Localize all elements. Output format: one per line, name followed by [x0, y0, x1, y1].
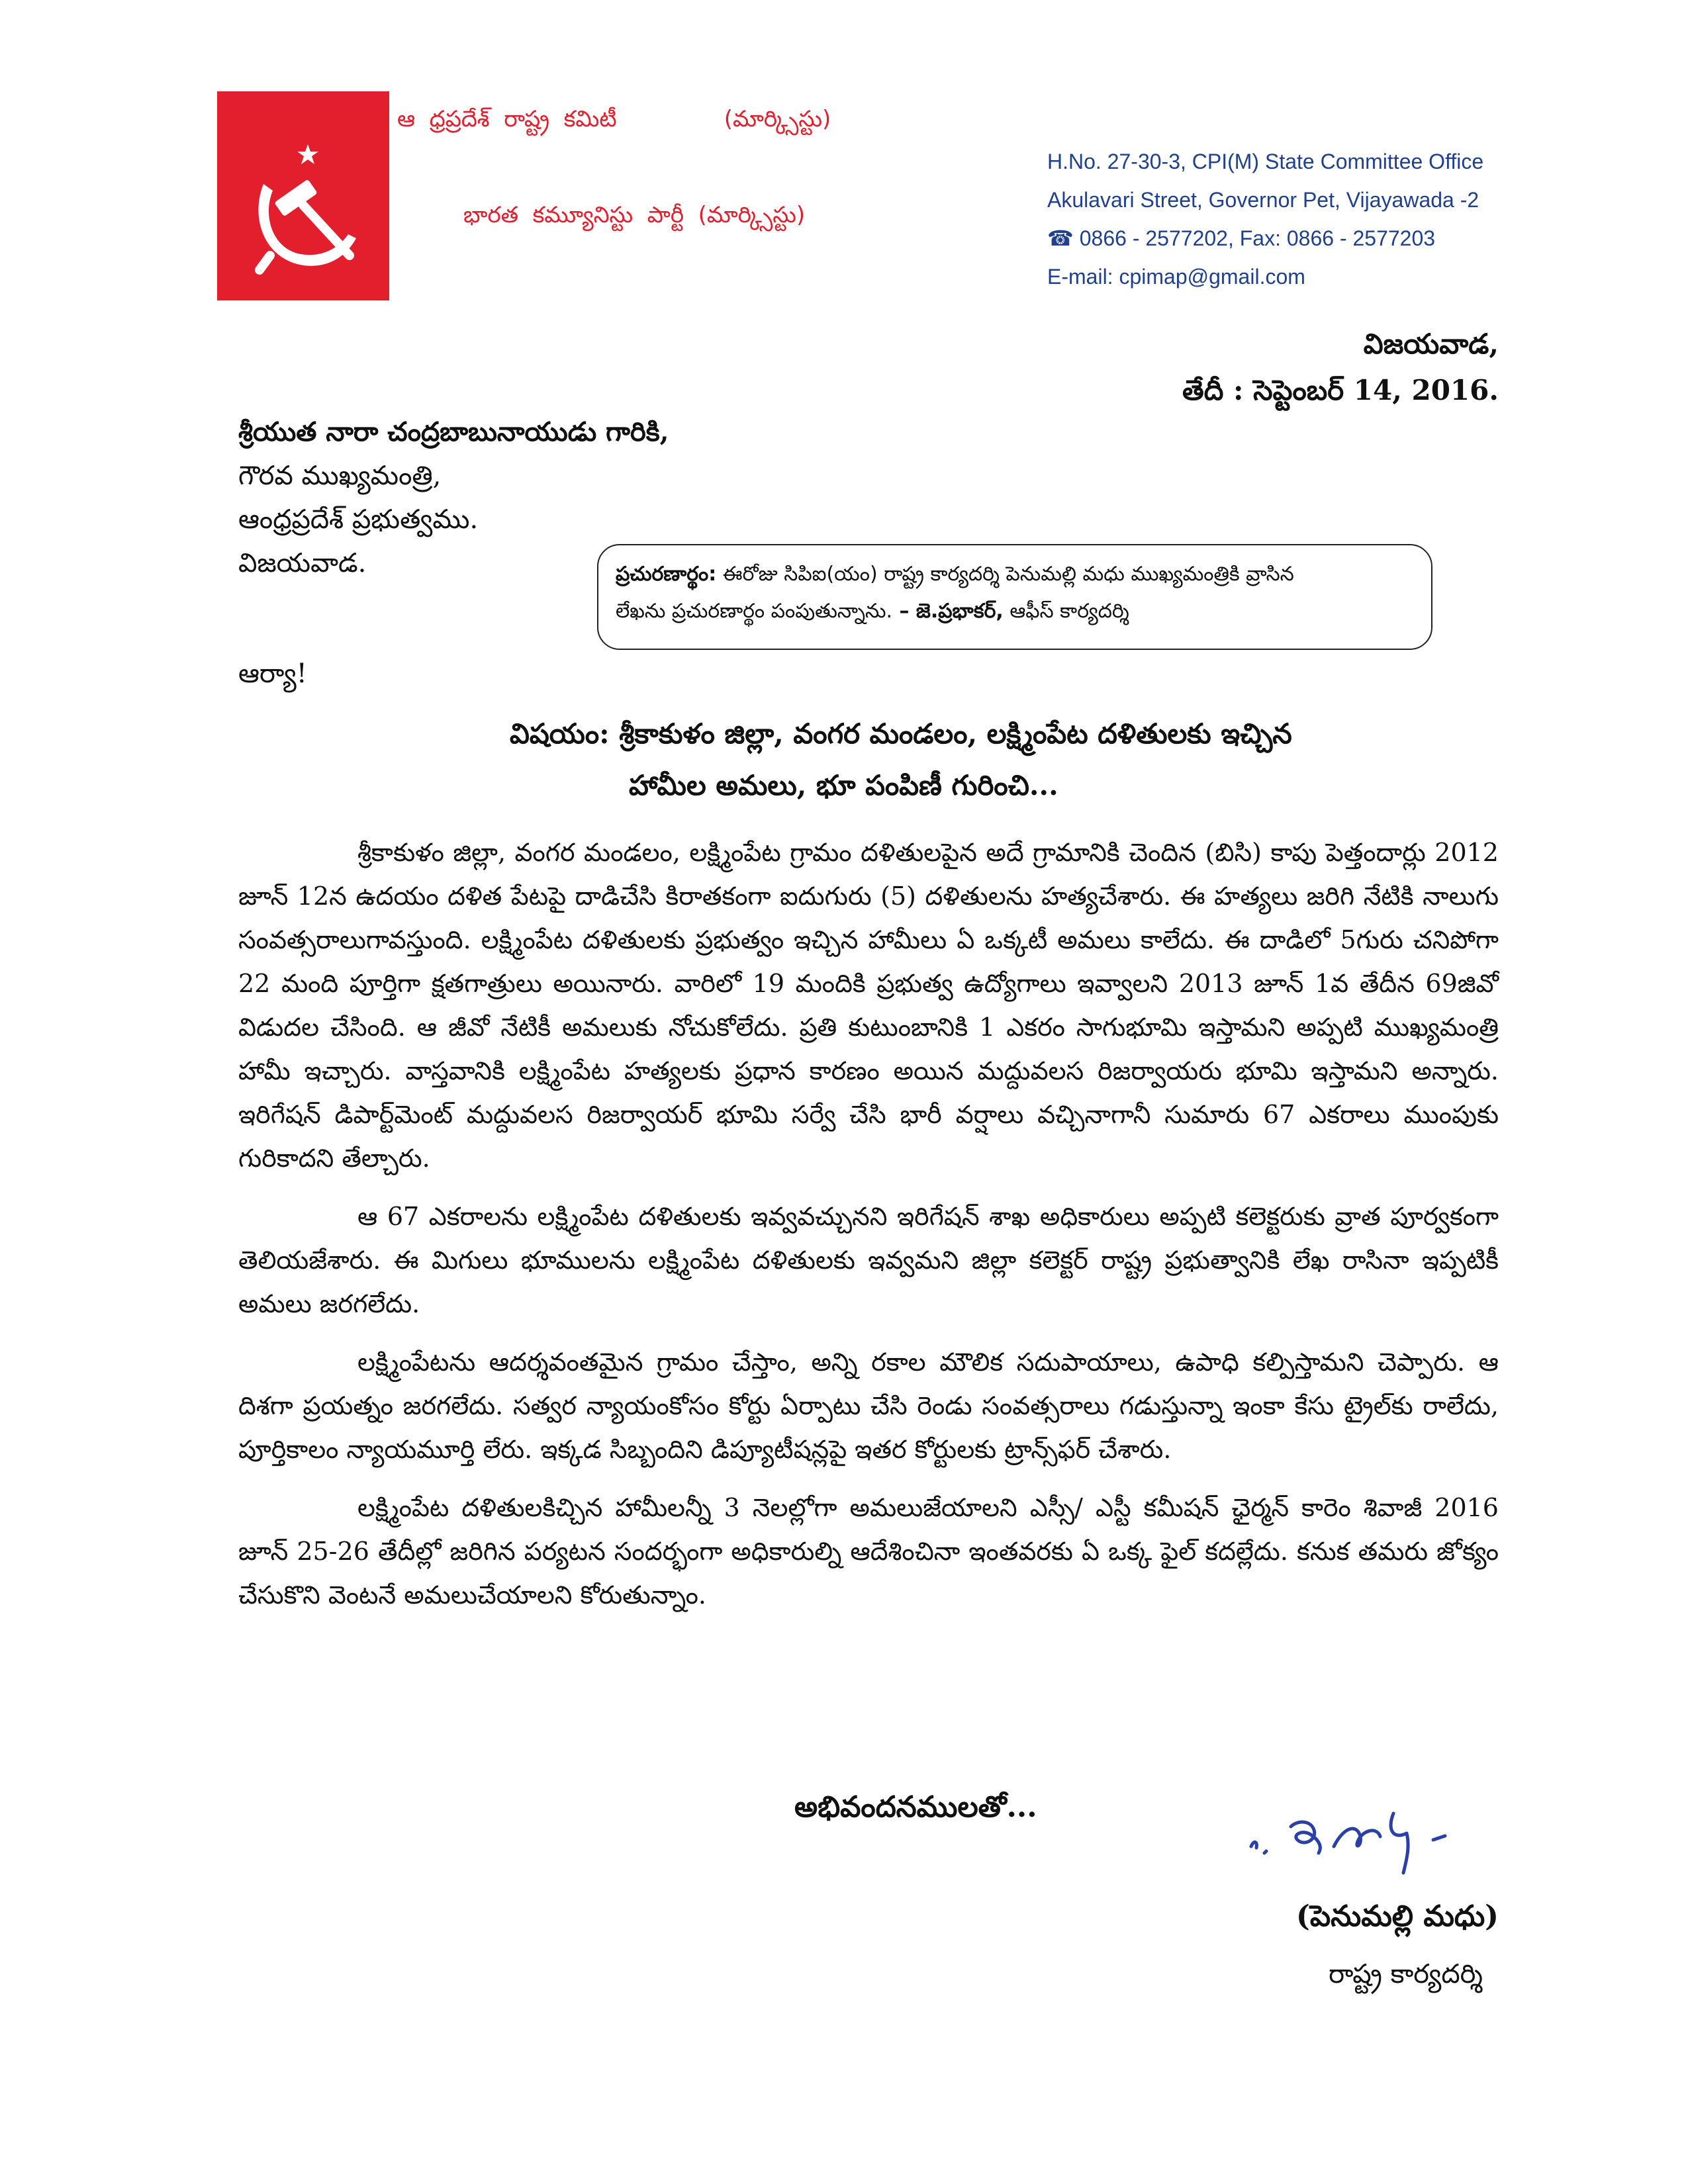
body-paragraph: లక్ష్మింపేటను ఆదర్శవంతమైన గ్రామం చేస్తాం, అన్ని రకాల మౌలిక సదుపాయాలు, ఉపాధి కల్పిస్తామని చెప్పారు. ఆ దిశగా ప్రయత్నం జరగలేదు. సత్వర న్యాయంకోసం కోర్టు ఏర్పాటు చేసి రెండు సంవత్సరాలు గడుస్తున్నా ఇంకా కేసు ట్రైల్‌కు రాలేదు, పూర్తికాలం న్యాయమూర్తి లేరు. ఇక్కడ సిబ్బందిని డిప్యూటీషన్లపై ఇతర కోర్టులకు ట్రాన్స్‌ఫర్ చేశారు.	[238, 1347, 1499, 1464]
recipient-city: విజయవాడ.	[238, 548, 367, 578]
address-line2: Akulavari Street, Governor Pet, Vijayawada -2	[1047, 188, 1479, 212]
date-block	[1182, 321, 1499, 414]
subject-line2: హామీల అమలు, భూ పంపిణీ గురించి...	[629, 769, 1058, 801]
address-line1: H.No. 27-30-3, CPI(M) State Committee Office	[1047, 150, 1484, 173]
salutation: ఆర్యా!	[238, 659, 307, 689]
closing: అభివందనములతో...	[794, 1790, 1037, 1824]
org-name-line2: భారత కమ్యూనిస్టు పార్టీ (మార్క్సిస్టు)	[463, 202, 806, 228]
recipient-government: ఆంధ్రప్రదేశ్ ప్రభుత్వము.	[238, 504, 479, 535]
subject-line1: విషయం: శ్రీకాకుళం జిల్లా, వంగర మండలం, లక్ష్మింపేట దళితులకు ఇచ్చిన	[510, 717, 1292, 750]
press-note-sender: – జె.ప్రభాకర్,	[892, 600, 1004, 623]
body-paragraph: లక్ష్మింపేట దళితులకిచ్చిన హామీలన్నీ 3 నెలల్లోగా అమలుజేయాలని ఎస్సీ/ ఎస్టీ కమీషన్ ఛైర్మన్ కారెం శివాజీ 2016 జూన్ 25-26 తేదీల్లో జరిగిన పర్యటన సందర్భంగా అధికారుల్ని ఆదేశించినా ఇంతవరకు ఏ ఒక్క ఫైల్ కదల్లేదు. కనుక తమరు జోక్యం చేసుకొని వెంటనే అమలుచేయాలని కోరుతున్నాం.	[238, 1493, 1499, 1610]
org-name-line1: ఆ ధ్రప్రదేశ్ రాష్ట్ర కమిటీ (మార్క్సిస్టు)	[397, 106, 831, 132]
contact-block	[1047, 142, 1483, 296]
signer-name: (పెనుమల్లి మధు)	[1296, 1899, 1499, 1933]
letter-date: తేదీ : సెప్టెంబర్ 14, 2016.	[1182, 374, 1499, 406]
body-paragraph: శ్రీకాకుళం జిల్లా, వంగర మండలం, లక్ష్మింపేట గ్రామం దళితులపైన అదే గ్రామానికి చెందిన (బిసి) కాపు పెత్తందార్లు 2012 జూన్ 12న ఉదయం దళిత పేటపై దాడిచేసి కిరాతకంగా ఐదుగురు (5) దళితులను హత్యచేశారు. ఈ హత్యలు జరిగి నేటికి నాలుగు సంవత్సరాలుగావస్తుంది. లక్ష్మింపేట దళితులకు ప్రభుత్వం ఇచ్చిన హామీలు ఏ ఒక్కటీ అమలు కాలేదు. ఈ దాడిలో 5గురు చనిపోగా 22 మంది పూర్తిగా క్షతగాత్రులు అయినారు. వారిలో 19 మందికి ప్రభుత్వ ఉద్యోగాలు ఇవ్వాలని 2013 జూన్ 1వ తేదీన 69జివో విడుదల చేసింది. ఆ జీవో నేటికీ అమలుకు నోచుకోలేదు. ప్రతి కుటుంబానికి 1 ఎకరం సాగుభూమి ఇస్తామని అప్పటి ముఖ్యమంత్రి హామీ ఇచ్చారు. వాస్తవానికి లక్ష్మింపేట హత్యలకు ప్రధాన కారణం అయిన మద్దువలస రిజర్వాయరు భూమి ఇస్తామని అన్నారు. ఇరిగేషన్ డిపార్ట్‌మెంట్ మద్దువలస రిజర్వాయర్ భూమి సర్వే చేసి భారీ వర్షాలు వచ్చినాగానీ సుమారు 67 ఎకరాలు ముంపుకు గురికాదని తేల్చారు.	[238, 838, 1499, 1173]
press-note-label: ప్రచురణార్థం:	[616, 563, 717, 586]
press-note-sender-title: ఆఫీస్ కార్యదర్శి	[1003, 600, 1129, 623]
email-address[interactable]: E-mail: cpimap@gmail.com	[1047, 265, 1305, 289]
press-note-text2: లేఖను ప్రచురణార్థం పంపుతున్నాను.	[616, 600, 893, 623]
place: విజయవాడ,	[1363, 328, 1499, 360]
hammer-sickle-icon	[217, 91, 389, 300]
body-paragraph: ఆ 67 ఎకరాలను లక్ష్మింపేట దళితులకు ఇవ్వవచ్చునని ఇరిగేషన్ శాఖ అధికారులు అప్పటి కలెక్టరుకు వ్రాత పూర్వకంగా తెలియజేశారు. ఈ మిగులు భూములను లక్ష్మింపేట దళితులకు ఇవ్వమని జిల్లా కలెక్టర్ రాష్ట్ర ప్రభుత్వానికి లేఖ రాసినా ఇప్పటికీ అమలు జరగలేదు.	[238, 1202, 1499, 1318]
subject	[510, 708, 1503, 811]
party-logo	[217, 91, 389, 300]
press-note-box	[597, 544, 1432, 650]
recipient-designation: గౌరవ ముఖ్యమంత్రి,	[238, 461, 442, 491]
signature-icon	[1244, 1800, 1496, 1893]
phone-fax: ☎ 0866 - 2577202, Fax: 0866 - 2577203	[1047, 226, 1436, 250]
letter-body	[238, 831, 1499, 1631]
signer-title: రాష్ట్ర కార్యదర్శి	[1328, 1959, 1483, 1989]
press-note-text1: ఈరోజు సిపిఐ(యం) రాష్ట్ర కార్యదర్శి పెనుమల్లి మధు ముఖ్యమంత్రికి వ్రాసిన	[716, 563, 1294, 586]
recipient-name: శ్రీయుత నారా చంద్రబాబునాయుడు గారికి,	[238, 416, 669, 447]
